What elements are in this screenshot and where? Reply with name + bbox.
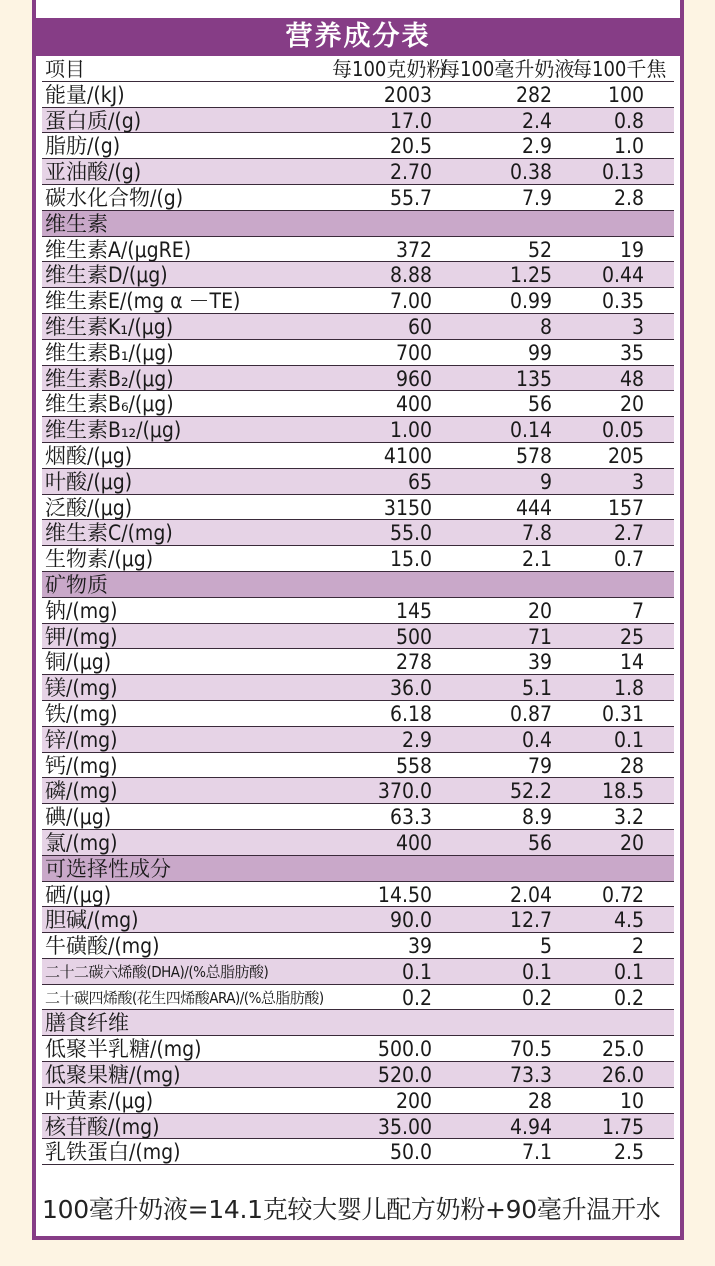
value-per-100g-powder: 960 [395,366,432,391]
table-row [42,366,674,392]
value-per-100kj: 157 [607,495,644,520]
table-row [42,108,674,134]
value-per-100ml-liquid: 5 [539,934,552,959]
value-per-100ml-liquid: 70.5 [509,1037,552,1062]
value-per-100kj: 2 [631,934,644,959]
value-per-100g-powder: 35.00 [377,1114,432,1139]
nutrient-name: 硒/(μg) [45,882,112,907]
value-per-100ml-liquid: 0.1 [521,959,552,984]
value-per-100ml-liquid: 0.2 [521,985,552,1010]
value-per-100kj: 7 [631,598,644,623]
table-row [42,133,674,159]
nutrient-name: 叶酸/(μg) [45,469,133,494]
value-per-100ml-liquid: 73.3 [509,1063,552,1088]
value-per-100g-powder: 4100 [383,443,432,468]
value-per-100g-powder: 500.0 [377,1037,432,1062]
table-row [42,1010,674,1036]
nutrient-name: 泛酸/(μg) [45,495,133,520]
nutrient-name: 碳水化合物/(g) [45,185,184,210]
value-per-100g-powder: 520.0 [377,1063,432,1088]
nutrition-table [42,56,674,1165]
value-per-100ml-liquid: 99 [527,340,552,365]
value-per-100ml-liquid: 79 [527,753,552,778]
value-per-100kj: 2.5 [613,1140,644,1165]
nutrient-name: 乳铁蛋白/(mg) [45,1140,181,1165]
table-row [42,1088,674,1114]
nutrient-name: 镁/(mg) [45,676,118,701]
value-per-100ml-liquid: 0.4 [521,727,552,752]
value-per-100kj: 0.31 [601,701,644,726]
value-per-100g-powder: 36.0 [389,676,432,701]
table-section-row [42,856,674,882]
table-row [42,469,674,495]
nutrient-name: 钙/(mg) [45,753,118,778]
value-per-100ml-liquid: 8 [539,314,552,339]
value-per-100ml-liquid: 52 [527,237,552,262]
nutrient-name: 钠/(mg) [45,598,118,623]
value-per-100kj: 0.7 [613,547,644,572]
value-per-100ml-liquid: 7.9 [521,185,552,210]
value-per-100g-powder: 50.0 [389,1140,432,1165]
table-row [42,804,674,830]
nutrient-name: 生物素/(μg) [45,547,154,572]
value-per-100g-powder: 55.7 [389,185,432,210]
value-per-100kj: 1.0 [613,134,644,159]
table-row [42,624,674,650]
value-per-100kj: 14 [619,650,644,675]
value-per-100g-powder: 700 [395,340,432,365]
value-per-100ml-liquid: 71 [527,624,552,649]
value-per-100kj: 2.7 [613,521,644,546]
nutrient-name: 二十碳四烯酸(花生四烯酸ARA)/(%总脂肪酸) [45,988,324,1007]
value-per-100kj: 4.5 [613,908,644,933]
value-per-100ml-liquid: 39 [527,650,552,675]
nutrient-name: 氯/(mg) [45,830,118,855]
value-per-100g-powder: 1.00 [389,418,432,443]
value-per-100g-powder: 63.3 [389,805,432,830]
table-row [42,727,674,753]
table-row [42,959,674,985]
value-per-100g-powder: 500 [395,624,432,649]
nutrient-name: 维生素D/(μg) [45,263,168,288]
nutrient-name: 能量/(kJ) [45,82,125,107]
value-per-100ml-liquid: 8.9 [521,805,552,830]
value-per-100kj: 25 [619,624,644,649]
value-per-100ml-liquid: 0.87 [509,701,552,726]
nutrient-name: 铁/(mg) [45,701,118,726]
nutrient-name: 烟酸/(μg) [45,443,133,468]
nutrient-name: 低聚果糖/(mg) [45,1063,181,1088]
value-per-100ml-liquid: 1.25 [509,263,552,288]
table-section-row [42,572,674,598]
value-per-100kj: 0.05 [601,418,644,443]
value-per-100ml-liquid: 282 [515,82,552,107]
value-per-100ml-liquid: 135 [515,366,552,391]
table-row [42,495,674,521]
value-per-100kj: 0.8 [613,108,644,133]
table-row [42,882,674,908]
nutrient-name: 脂肪/(g) [45,134,121,159]
value-per-100ml-liquid: 0.38 [509,160,552,185]
value-per-100kj: 3 [631,314,644,339]
value-per-100kj: 35 [619,340,644,365]
value-per-100kj: 0.1 [613,727,644,752]
value-per-100g-powder: 372 [395,237,432,262]
value-per-100ml-liquid: 0.99 [509,289,552,314]
table-row [42,933,674,959]
nutrient-name: 二十二碳六烯酸(DHA)/(%总脂肪酸) [45,962,269,981]
value-per-100ml-liquid: 12.7 [509,908,552,933]
value-per-100kj: 10 [619,1088,644,1113]
value-per-100g-powder: 39 [407,934,432,959]
value-per-100ml-liquid: 7.1 [521,1140,552,1165]
table-row [42,701,674,727]
nutrient-name: 维生素K₁/(μg) [45,314,174,339]
nutrient-name: 蛋白质/(g) [45,108,142,133]
table-row [42,417,674,443]
value-per-100ml-liquid: 9 [539,469,552,494]
nutrient-name: 低聚半乳糖/(mg) [45,1037,202,1062]
value-per-100g-powder: 400 [395,830,432,855]
value-per-100ml-liquid: 5.1 [521,676,552,701]
value-per-100g-powder: 17.0 [389,108,432,133]
value-per-100ml-liquid: 0.14 [509,418,552,443]
value-per-100kj: 26.0 [601,1063,644,1088]
value-per-100g-powder: 200 [395,1088,432,1113]
table-section-row [42,211,674,237]
nutrient-name: 膳食纤维 [45,1011,129,1036]
nutrient-name: 维生素E/(mg α －TE) [45,289,241,314]
value-per-100ml-liquid: 444 [515,495,552,520]
nutrient-name: 维生素B₂/(μg) [45,366,174,391]
nutrient-name: 牛磺酸/(mg) [45,934,160,959]
value-per-100kj: 20 [619,392,644,417]
table-row [42,262,674,288]
value-per-100ml-liquid: 7.8 [521,521,552,546]
nutrient-name: 矿物质 [45,572,108,597]
value-per-100kj: 205 [607,443,644,468]
value-per-100g-powder: 15.0 [389,547,432,572]
value-per-100kj: 1.8 [613,676,644,701]
value-per-100kj: 0.2 [613,985,644,1010]
value-per-100g-powder: 145 [395,598,432,623]
header-per-100ml-liquid: 每100毫升奶液 [440,57,575,81]
table-row [42,1139,674,1165]
table-row [42,778,674,804]
header-item: 项目 [45,57,85,81]
nutrient-name: 可选择性成分 [45,856,171,881]
value-per-100ml-liquid: 56 [527,392,552,417]
value-per-100g-powder: 278 [395,650,432,675]
value-per-100g-powder: 558 [395,753,432,778]
table-row [42,1114,674,1140]
value-per-100g-powder: 0.2 [401,985,432,1010]
table-row [42,985,674,1011]
table-body [42,82,674,1165]
value-per-100kj: 2.8 [613,185,644,210]
nutrient-name: 亚油酸/(g) [45,160,142,185]
table-row [42,340,674,366]
value-per-100kj: 0.72 [601,882,644,907]
table-row [42,675,674,701]
value-per-100kj: 28 [619,753,644,778]
table-header-row [42,56,674,82]
table-row [42,598,674,624]
value-per-100g-powder: 370.0 [377,779,432,804]
table-row [42,830,674,856]
value-per-100g-powder: 8.88 [389,263,432,288]
header-per-100g-powder: 每100克奶粉 [332,57,447,81]
value-per-100g-powder: 20.5 [389,134,432,159]
value-per-100ml-liquid: 28 [527,1088,552,1113]
value-per-100kj: 1.75 [601,1114,644,1139]
value-per-100kj: 100 [607,82,644,107]
value-per-100g-powder: 3150 [383,495,432,520]
value-per-100kj: 0.44 [601,263,644,288]
value-per-100g-powder: 90.0 [389,908,432,933]
nutrient-name: 叶黄素/(μg) [45,1088,154,1113]
table-row [42,391,674,417]
nutrient-name: 维生素A/(μgRE) [45,237,192,262]
table-title: 营养成分表 [32,18,684,56]
nutrient-name: 胆碱/(mg) [45,908,139,933]
value-per-100ml-liquid: 578 [515,443,552,468]
value-per-100g-powder: 60 [407,314,432,339]
nutrient-name: 维生素B₁₂/(μg) [45,418,182,443]
value-per-100ml-liquid: 4.94 [509,1114,552,1139]
table-row [42,82,674,108]
value-per-100g-powder: 6.18 [389,701,432,726]
nutrient-name: 碘/(μg) [45,805,112,830]
value-per-100kj: 0.13 [601,160,644,185]
table-row [42,1062,674,1088]
nutrient-name: 维生素 [45,211,108,236]
value-per-100kj: 19 [619,237,644,262]
table-row [42,546,674,572]
table-row [42,237,674,263]
value-per-100g-powder: 55.0 [389,521,432,546]
table-row [42,314,674,340]
value-per-100g-powder: 400 [395,392,432,417]
nutrient-name: 核苷酸/(mg) [45,1114,160,1139]
value-per-100ml-liquid: 2.4 [521,108,552,133]
table-row [42,1036,674,1062]
table-row [42,288,674,314]
table-row [42,159,674,185]
value-per-100kj: 18.5 [601,779,644,804]
value-per-100kj: 20 [619,830,644,855]
value-per-100g-powder: 0.1 [401,959,432,984]
table-row [42,443,674,469]
value-per-100ml-liquid: 2.1 [521,547,552,572]
table-row [42,907,674,933]
value-per-100g-powder: 7.00 [389,289,432,314]
nutrient-name: 维生素C/(mg) [45,521,173,546]
value-per-100kj: 25.0 [601,1037,644,1062]
table-row [42,185,674,211]
nutrient-name: 维生素B₆/(μg) [45,392,174,417]
table-row [42,520,674,546]
value-per-100g-powder: 14.50 [377,882,432,907]
value-per-100g-powder: 2.70 [389,160,432,185]
header-per-100kj: 每100千焦 [572,57,667,81]
value-per-100kj: 0.1 [613,959,644,984]
table-row [42,753,674,779]
value-per-100kj: 3 [631,469,644,494]
nutrient-name: 磷/(mg) [45,779,118,804]
value-per-100kj: 48 [619,366,644,391]
value-per-100kj: 0.35 [601,289,644,314]
table-row [42,649,674,675]
nutrient-name: 钾/(mg) [45,624,118,649]
value-per-100g-powder: 2.9 [401,727,432,752]
value-per-100kj: 3.2 [613,805,644,830]
value-per-100g-powder: 65 [407,469,432,494]
nutrient-name: 维生素B₁/(μg) [45,340,174,365]
nutrient-name: 铜/(μg) [45,650,112,675]
value-per-100g-powder: 2003 [383,82,432,107]
value-per-100ml-liquid: 20 [527,598,552,623]
value-per-100ml-liquid: 52.2 [509,779,552,804]
value-per-100ml-liquid: 2.04 [509,882,552,907]
preparation-note: 100毫升奶液=14.1克较大婴儿配方奶粉+90毫升温开水 [42,1195,661,1224]
value-per-100ml-liquid: 56 [527,830,552,855]
value-per-100ml-liquid: 2.9 [521,134,552,159]
nutrient-name: 锌/(mg) [45,727,118,752]
